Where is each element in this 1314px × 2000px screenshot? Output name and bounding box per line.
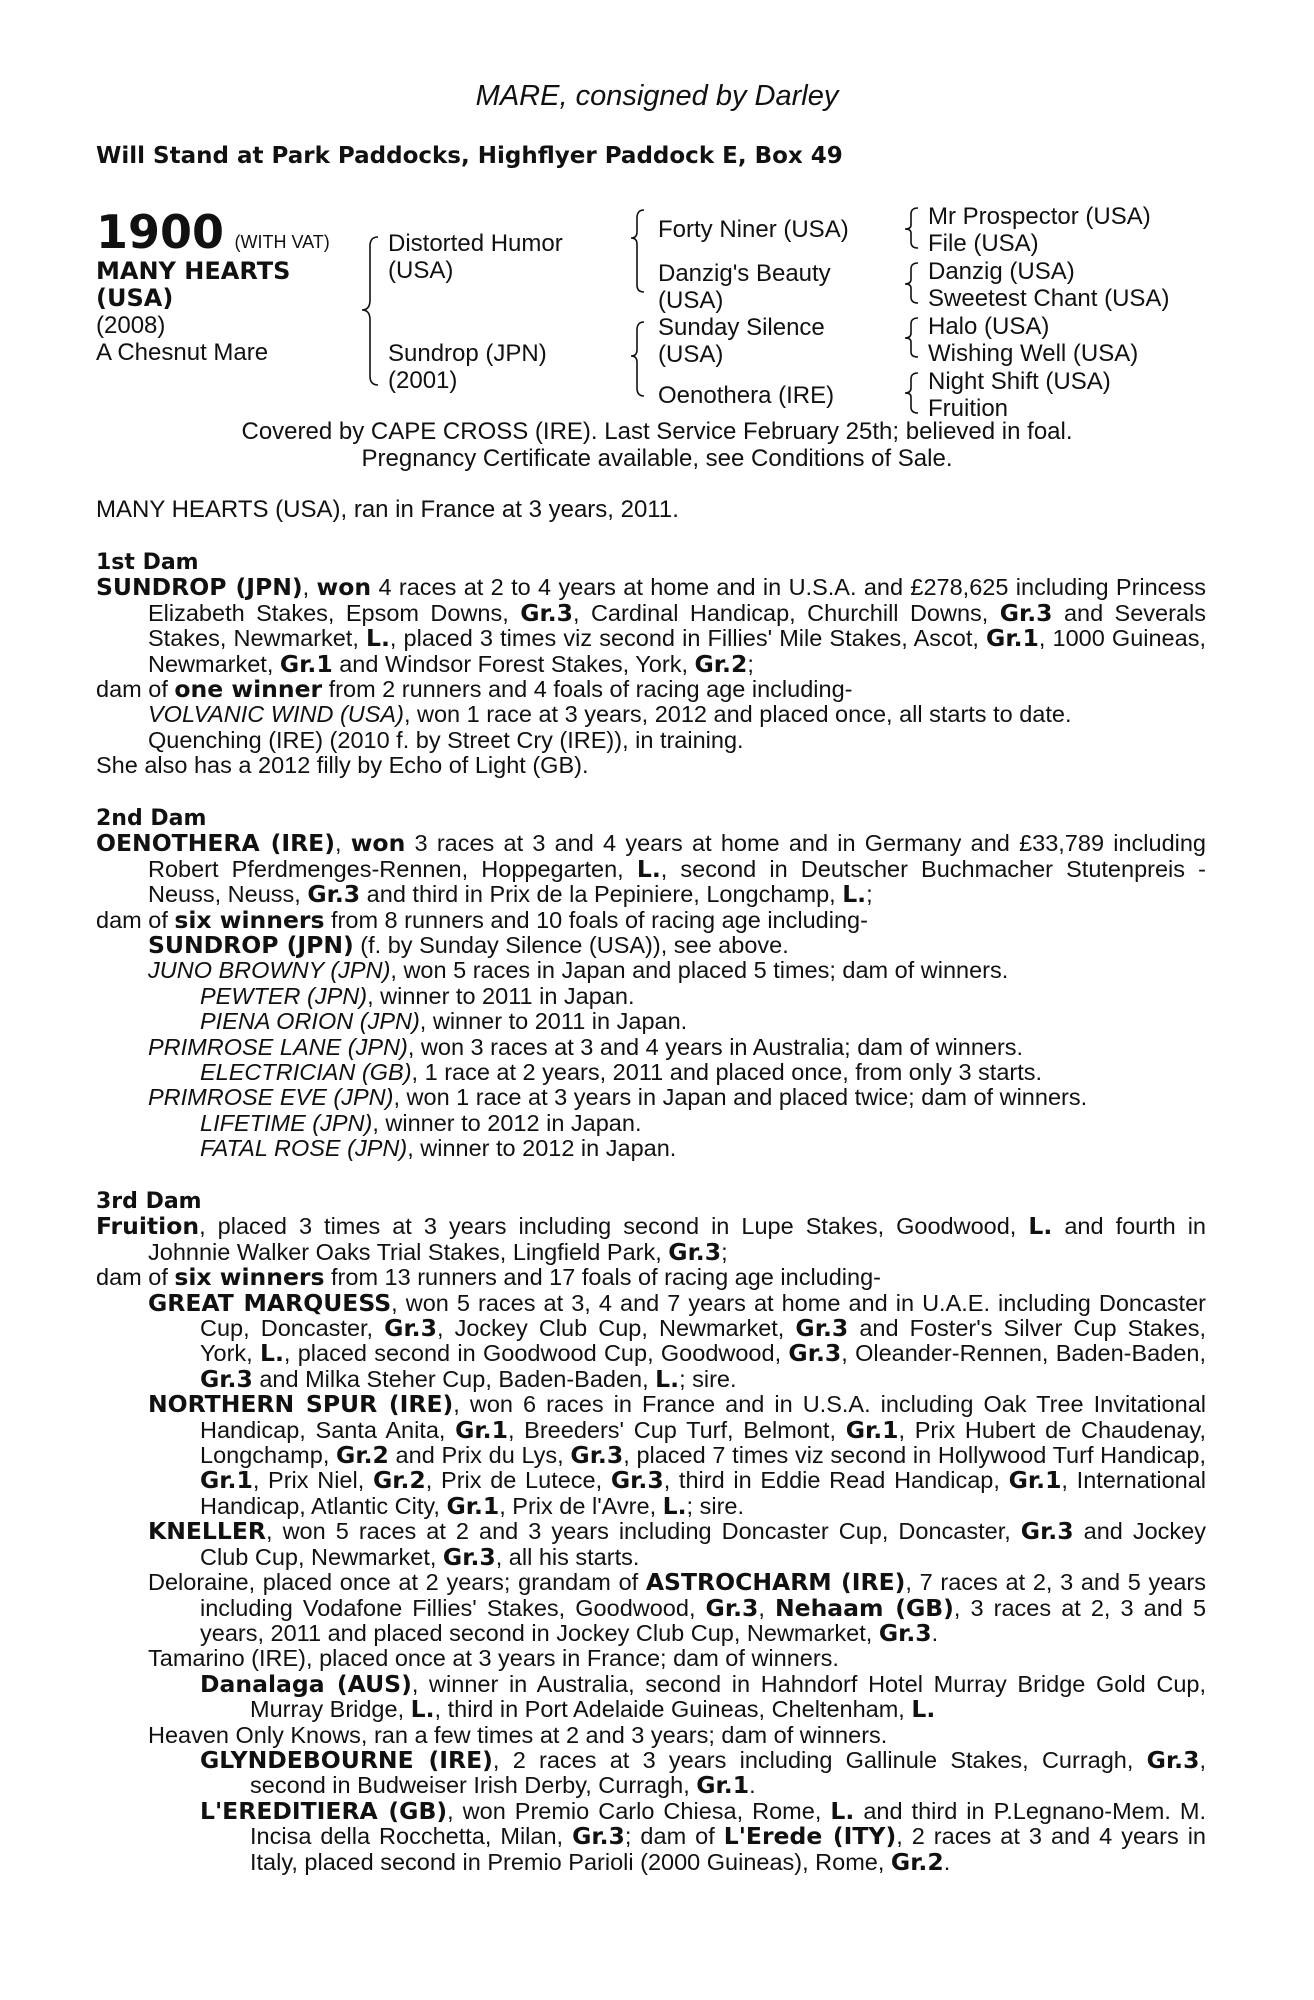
sire-dam-name: Danzig's Beauty	[658, 260, 831, 287]
horse-name: MANY HEARTS	[96, 257, 291, 285]
text-run: , International Handicap, Atlantic City,	[200, 1467, 1207, 1519]
text-run: and Windsor Forest Stakes, York,	[332, 650, 695, 677]
bold-run: Gr.3	[610, 1466, 664, 1495]
pedigree-sire	[388, 230, 563, 284]
bold-run: GLYNDEBOURNE (IRE)	[200, 1745, 493, 1774]
ped-gen3-1: Mr Prospector (USA)	[928, 203, 1151, 230]
bold-run: Fruition	[96, 1212, 200, 1241]
first-dam-section	[96, 550, 1206, 779]
dam-entry	[96, 1214, 1206, 1265]
bold-run: Gr.3	[705, 1593, 759, 1622]
bold-run: Gr.3	[1020, 1517, 1074, 1546]
produce-entry	[96, 1392, 1206, 1519]
grandproduce-entry	[96, 1745, 1206, 1800]
bold-run: NORTHERN SPUR (IRE)	[148, 1390, 454, 1419]
text-run: , third in Eddie Read Handicap,	[663, 1467, 1009, 1494]
text-run: , 3 races at 2, 3 and 5 years, 2011 and placed second in Jockey Club Cup, Newmarket,	[200, 1594, 1207, 1646]
text-run: ,	[334, 830, 351, 857]
first-dam-heading: 1st Dam	[96, 550, 199, 575]
pedigree-dam	[388, 340, 547, 394]
text-run: , Prix de l'Avre,	[499, 1492, 663, 1519]
bold-run: L.	[662, 1491, 687, 1520]
bold-run: Gr.2	[336, 1441, 389, 1470]
sire-country: (USA)	[388, 257, 454, 284]
text-run: , all his starts.	[495, 1543, 640, 1570]
text-run: 4 races at 2 to 4 years at home and in U.S.A. and £278,625 including Princess Elizabeth Stakes, Epsom Downs,	[148, 574, 1207, 626]
text-run: ; sire.	[679, 1365, 737, 1392]
text-run: , winner in Australia, second in Hahndorf Hotel Murray Bridge Gold Cup, Murray Bridge,	[250, 1670, 1206, 1723]
pedigree-dam-dam: Oenothera (IRE)	[658, 382, 835, 409]
text-run: , winner to 2012 in Japan.	[372, 1109, 642, 1136]
text-run: ;	[866, 881, 873, 908]
text-run: , Oleander-Rennen, Baden-Baden,	[841, 1340, 1206, 1367]
text-run: , 2 races at 3 and 4 years in Italy, placed second in Premio Parioli (2000 Guineas), Rome,	[250, 1823, 1206, 1875]
text-run: Tamarino (IRE), placed once at 3 years in France; dam of winners.	[148, 1645, 839, 1672]
text-run: , third in Port Adelaide Guineas, Cheltenham,	[434, 1696, 912, 1723]
bold-run: GREAT MARQUESS	[148, 1288, 392, 1317]
text-run: , Prix de Lutece,	[425, 1467, 611, 1494]
italic-run: ELECTRICIAN (GB)	[200, 1059, 412, 1086]
italic-run: FATAL ROSE (JPN)	[200, 1135, 408, 1162]
bold-run: Gr.1	[446, 1491, 500, 1520]
dam-year: (2001)	[388, 367, 458, 394]
italic-run: JUNO BROWNY (JPN)	[148, 957, 391, 984]
horse-description: A Chesnut Mare	[96, 339, 269, 366]
text-run: , second in Budweiser Irish Derby, Curragh,	[250, 1746, 1206, 1799]
text-run: , won Premio Carlo Chiesa, Rome,	[447, 1797, 831, 1824]
bold-run: won	[350, 829, 406, 858]
text-run: , placed 3 times at 3 years including second in Lupe Stakes, Goodwood,	[199, 1213, 1029, 1240]
bold-run: L'Erede (ITY)	[723, 1822, 897, 1851]
text-run: .	[931, 1619, 939, 1646]
text-run: and Milka Steher Cup, Baden-Baden,	[252, 1365, 656, 1392]
pedigree-sire-sire: Forty Niner (USA)	[658, 216, 849, 243]
grandproduce-entry	[96, 1669, 1206, 1724]
text-run: , won 5 races at 3, 4 and 7 years at home and in U.A.E. including Doncaster Cup, Doncaster,	[200, 1289, 1206, 1342]
bold-run: Gr.1	[845, 1415, 899, 1444]
horse-country: (USA)	[96, 284, 174, 312]
ped-gen3-8: Fruition	[928, 395, 1009, 422]
text-run: , won 3 races at 3 and 4 years in Australia; dam of winners.	[407, 1033, 1024, 1060]
bold-run: L.	[365, 624, 390, 653]
bold-run: Gr.3	[442, 1542, 496, 1571]
text-run: , placed 7 times viz second in Hollywood Turf Handicap,	[623, 1442, 1206, 1469]
bold-run: Gr.1	[1008, 1466, 1062, 1495]
ped-gen3-7: Night Shift (USA)	[928, 368, 1111, 395]
bold-run: Gr.3	[572, 1822, 625, 1851]
bold-run: Gr.1	[279, 649, 333, 678]
bold-run: L.	[911, 1695, 936, 1724]
bold-run: L'EREDITIERA (GB)	[200, 1796, 448, 1825]
third-dam-heading: 3rd Dam	[96, 1189, 202, 1214]
text-run: , placed 3 times viz second in Fillies' Mile Stakes, Ascot,	[389, 625, 987, 652]
bold-run: Gr.2	[890, 1847, 944, 1876]
bold-run: Gr.3	[384, 1314, 437, 1343]
produce-entry	[96, 1035, 1206, 1060]
bold-run: Gr.3	[520, 598, 574, 627]
text-run: from 13 runners and 17 foals of racing age including-	[324, 1264, 881, 1291]
ped-gen3-4: Sweetest Chant (USA)	[928, 285, 1170, 312]
text-run: dam of	[96, 676, 175, 703]
bold-run: Gr.1	[200, 1466, 253, 1495]
text-run: , Jockey Club Cup, Newmarket,	[436, 1315, 796, 1342]
horse-year: (2008)	[96, 312, 166, 339]
dam-produce-summary	[96, 905, 1206, 934]
bold-run: Gr.1	[455, 1415, 508, 1444]
italic-run: LIFETIME (JPN)	[200, 1109, 373, 1136]
bold-run: L.	[1028, 1212, 1053, 1241]
sire-dam-country: (USA)	[658, 287, 724, 314]
text-run: , won 5 races at 2 and 3 years including Doncaster Cup, Doncaster,	[266, 1518, 1021, 1545]
grandproduce-entry	[96, 1796, 1206, 1876]
third-dam-section	[96, 1189, 1206, 1875]
text-run: dam of	[96, 1264, 175, 1291]
text-run: , winner to 2011 in Japan.	[419, 1008, 688, 1035]
bold-run: L.	[655, 1364, 680, 1393]
race-record: MANY HEARTS (USA), ran in France at 3 years, 2011.	[96, 496, 679, 523]
dam-sire-name: Sunday Silence	[658, 314, 825, 341]
text-run: , 1 race at 2 years, 2011 and placed once, from only 3 starts.	[411, 1059, 1043, 1086]
bold-run: L.	[636, 854, 661, 883]
dam-produce-summary	[96, 1265, 1206, 1290]
dam-entry	[96, 831, 1206, 907]
grandproduce-entry	[96, 1009, 1206, 1034]
bold-run: L.	[830, 1796, 855, 1825]
ped-gen3-2: File (USA)	[928, 230, 1039, 257]
bold-run: Gr.2	[372, 1466, 426, 1495]
bold-run: one winner	[174, 675, 323, 704]
bold-run: Danalaga (AUS)	[200, 1669, 412, 1698]
text-run: , Cardinal Handicap, Churchill Downs,	[573, 599, 1000, 626]
sire-name: Distorted Humor	[388, 230, 563, 257]
text-run: , won 5 races in Japan and placed 5 times; dam of winners.	[390, 957, 1009, 984]
grandproduce-entry	[96, 1136, 1206, 1161]
pedigree-dam-sire	[658, 314, 825, 368]
italic-run: PIENA ORION (JPN)	[200, 1008, 420, 1035]
bold-run: six winners	[174, 905, 325, 934]
dam-produce-summary	[96, 677, 1206, 702]
bold-run: Gr.3	[1146, 1745, 1200, 1774]
italic-run: PEWTER (JPN)	[200, 982, 368, 1009]
bold-run: L.	[260, 1339, 284, 1368]
text-run: Quenching (IRE) (2010 f. by Street Cry (IRE)), in training.	[148, 726, 744, 753]
pregnancy-line: Pregnancy Certificate available, see Conditions of Sale.	[361, 445, 953, 472]
bold-run: Gr.1	[986, 624, 1039, 653]
text-run: Heaven Only Knows, ran a few times at 2 and 3 years; dam of winners.	[148, 1721, 888, 1748]
page-title: MARE, consigned by Darley	[475, 80, 839, 112]
text-run: ; dam of	[624, 1823, 724, 1850]
text-run: , winner to 2012 in Japan.	[407, 1135, 677, 1162]
text-run: , second in Deutscher Buchmacher Stutenpreis - Neuss, Neuss,	[148, 855, 1206, 908]
bold-run: OENOTHERA (IRE)	[96, 829, 335, 858]
text-run: , Prix Niel,	[252, 1467, 373, 1494]
dam-sire-country: (USA)	[658, 341, 724, 368]
text-run: , Prix Hubert de Chaudenay, Longchamp,	[200, 1416, 1206, 1469]
text-run: and third in P.Legnano-Mem. M. Incisa della Rocchetta, Milan,	[250, 1797, 1206, 1850]
covered-line: Covered by CAPE CROSS (IRE). Last Service February 25th; believed in foal.	[241, 418, 1073, 445]
italic-run: PRIMROSE EVE (JPN)	[148, 1084, 394, 1111]
produce-entry	[96, 933, 1206, 958]
text-run: and third in Prix de la Pepiniere, Longchamp,	[360, 881, 843, 908]
grandproduce-entry	[96, 984, 1206, 1009]
grandproduce-entry	[96, 1060, 1206, 1085]
bold-run: Nehaam (GB)	[774, 1593, 954, 1622]
text-run: and Severals Stakes, Newmarket,	[148, 599, 1206, 652]
bold-run: Gr.3	[999, 598, 1053, 627]
text-run: , winner to 2011 in Japan.	[367, 982, 635, 1009]
ped-gen3-3: Danzig (USA)	[928, 258, 1075, 285]
text-run: , 2 races at 3 years including Gallinule Stakes, Curragh,	[492, 1746, 1147, 1773]
bold-run: SUNDROP (JPN)	[148, 931, 354, 960]
lot-number: 1900	[96, 205, 225, 259]
text-run: , won 6 races in France and in U.S.A. including Oak Tree Invitational Handicap, Santa Anita,	[200, 1391, 1206, 1443]
text-run: , 1000 Guineas, Newmarket,	[148, 625, 1206, 677]
text-run: ;	[721, 1238, 728, 1265]
second-dam-heading: 2nd Dam	[96, 806, 207, 831]
text-run: from 8 runners and 10 foals of racing age including-	[324, 906, 868, 933]
text-run: ,	[758, 1594, 775, 1621]
bold-run: won	[316, 573, 372, 602]
text-run: .	[943, 1848, 951, 1875]
text-run: , 7 races at 2, 3 and 5 years including Vodafone Fillies' Stakes, Goodwood,	[200, 1569, 1206, 1621]
text-run: and Foster's Silver Cup Stakes, York,	[200, 1315, 1206, 1367]
bold-run: Gr.3	[795, 1314, 849, 1343]
bold-run: Gr.3	[570, 1441, 624, 1470]
bold-run: SUNDROP (JPN)	[96, 573, 303, 602]
text-run: and fourth in Johnnie Walker Oaks Trial Stakes, Lingfield Park,	[148, 1213, 1206, 1265]
bold-run: Gr.1	[696, 1771, 750, 1800]
produce-entry	[96, 1646, 1206, 1671]
grandproduce-entry	[96, 1111, 1206, 1136]
bold-run: Gr.3	[788, 1339, 842, 1368]
text-run: She also has a 2012 filly by Echo of Light (GB).	[96, 752, 589, 779]
pedigree-sire-dam	[658, 260, 831, 314]
bold-run: L.	[842, 880, 867, 909]
dam-entry	[96, 575, 1206, 677]
text-run: from 2 runners and 4 foals of racing age including-	[322, 676, 853, 703]
text-run: Deloraine, placed once at 2 years; grandam of	[148, 1569, 646, 1596]
text-run: 3 races at 3 and 4 years at home and in Germany and £33,789 including Robert Pferdmenges-Rennen, Hoppegarten,	[148, 830, 1206, 882]
bold-run: Gr.2	[694, 649, 748, 678]
produce-entry	[96, 1085, 1206, 1110]
second-dam-section	[96, 806, 1206, 1162]
text-run: .	[749, 1772, 756, 1799]
produce-entry	[96, 958, 1206, 983]
produce-entry	[96, 728, 1206, 753]
text-run: and Prix du Lys,	[388, 1442, 571, 1469]
text-run: (f. by Sunday Silence (USA)), see above.	[353, 932, 789, 959]
text-run: , placed second in Goodwood Cup, Goodwood,	[283, 1340, 789, 1367]
produce-entry	[96, 1570, 1206, 1646]
stand-location: Will Stand at Park Paddocks, Highflyer Paddock E, Box 49	[96, 143, 843, 169]
bold-run: KNELLER	[148, 1517, 267, 1546]
text-run: , won 1 race at 3 years, 2012 and placed once, all starts to date.	[403, 701, 1072, 728]
text-run: and Jockey Club Cup, Newmarket,	[200, 1518, 1206, 1570]
bold-run: Gr.3	[668, 1237, 722, 1266]
ped-gen3-6: Wishing Well (USA)	[928, 340, 1139, 367]
produce-entry	[96, 1519, 1206, 1570]
bold-run: Gr.3	[878, 1618, 932, 1647]
bold-run: six winners	[174, 1263, 325, 1292]
produce-entry	[96, 702, 1206, 727]
text-run: , Breeders' Cup Turf, Belmont,	[507, 1416, 846, 1443]
bold-run: Gr.3	[200, 1364, 253, 1393]
italic-run: PRIMROSE LANE (JPN)	[148, 1033, 408, 1060]
bold-run: ASTROCHARM (IRE)	[645, 1568, 906, 1597]
bold-run: L.	[410, 1695, 435, 1724]
produce-entry	[96, 1723, 1206, 1748]
text-run: dam of	[96, 906, 175, 933]
text-run: ; sire.	[686, 1492, 745, 1519]
italic-run: VOLVANIC WIND (USA)	[148, 701, 404, 728]
covered-note	[0, 418, 1314, 472]
note-line	[96, 753, 1206, 778]
dam-name: Sundrop (JPN)	[388, 340, 547, 367]
bold-run: Gr.3	[307, 880, 361, 909]
produce-entry	[96, 1288, 1206, 1393]
ped-gen3-5: Halo (USA)	[928, 313, 1050, 340]
vat-note: (WITH VAT)	[234, 232, 330, 252]
text-run: , won 1 race at 3 years in Japan and placed twice; dam of winners.	[393, 1084, 1088, 1111]
text-run: ;	[747, 650, 754, 677]
text-run: ,	[302, 574, 317, 601]
